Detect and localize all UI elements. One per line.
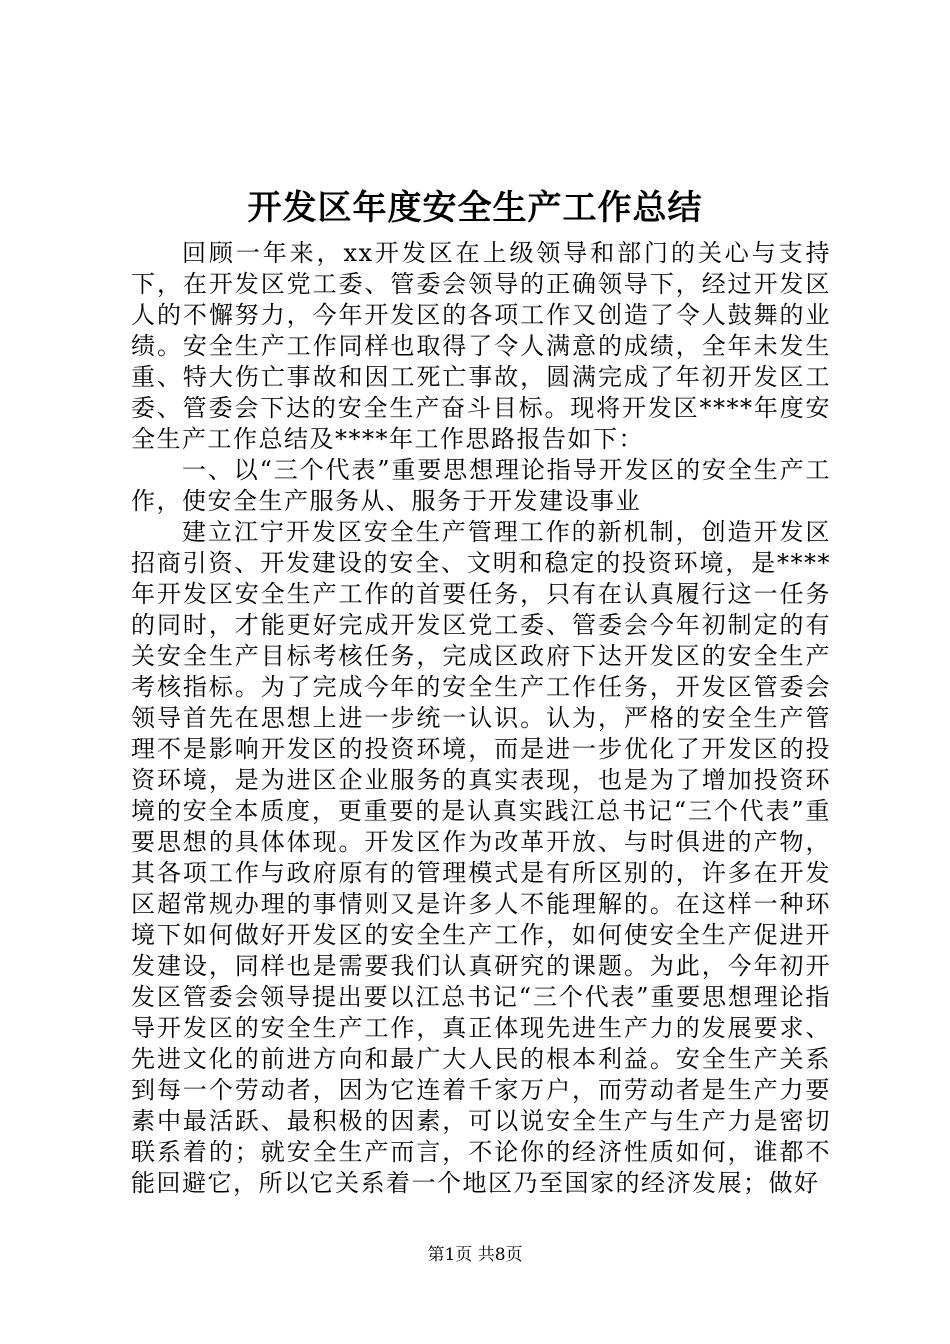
paragraph-section-heading: 一、以“三个代表”重要思想理论指导开发区的安全生产工作，使安全生产服务从、服务于开发建设事业 (131, 456, 831, 515)
paragraph-main: 建立江宁开发区安全生产管理工作的新机制，创造开发区招商引资、开发建设的安全、文明和稳定的投资环境，是****年开发区安全生产工作的首要任务，只有在认真履行这一任务的同时，才能更好完成开发区党工委、管委会今年初制定的有关安全生产目标考核任务，完成区政府下达开发区的安全生产考核指标。为了完成今年的安全生产工作任务，开发区管委会领导首先在思想上进一步统一认识。认为，严格的安全生产管理不是影响开发区的投资环境，而是进一步优化了开发区的投资环境，是为进区企业服务的真实表现，也是为了增加投资环境的安全本质度，更重要的是认真实践江总书记“三个代表”重要思想的具体体现。开发区作为改革开放、与时俱进的产物，其各项工作与政府原有的管理模式是有所区别的，许多在开发区超常规办理的事情则又是许多人不能理解的。在这样一种环境下如何做好开发区的安全生产工作，如何使安全生产促进开发建设，同样也是需要我们认真研究的课题。为此，今年初开发区管委会领导提出要以江总书记“三个代表”重要思想理论指导开发区的安全生产工作，真正体现先进生产力的发展要求、先进文化的前进方向和最广大人民的根本利益。安全生产关系到每一个劳动者，因为它连着千家万户，而劳动者是生产力要素中最活跃、最积极的因素，可以说安全生产与生产力是密切联系着的；就安全生产而言，不论你的经济性质如何，谁都不能回避它，所以它关系着一个地区乃至国家的经济发展；做好 (131, 518, 831, 1197)
document-title: 开发区年度安全生产工作总结 (247, 188, 703, 228)
paragraph-intro: 回顾一年来，xx开发区在上级领导和部门的关心与支持下，在开发区党工委、管委会领导的正确领导下，经过开发区人的不懈努力，今年开发区的各项工作又创造了令人鼓舞的业绩。安全生产工作同样也取得了令人满意的成绩，全年未发生重、特大伤亡事故和因工死亡事故，圆满完成了年初开发区工委、管委会下达的安全生产奋斗目标。现将开发区****年度安全生产工作总结及****年工作思路报告如下： (131, 239, 831, 453)
document-body (131, 238, 831, 1199)
page-number-footer: 第1页 共8页 (427, 1245, 523, 1265)
